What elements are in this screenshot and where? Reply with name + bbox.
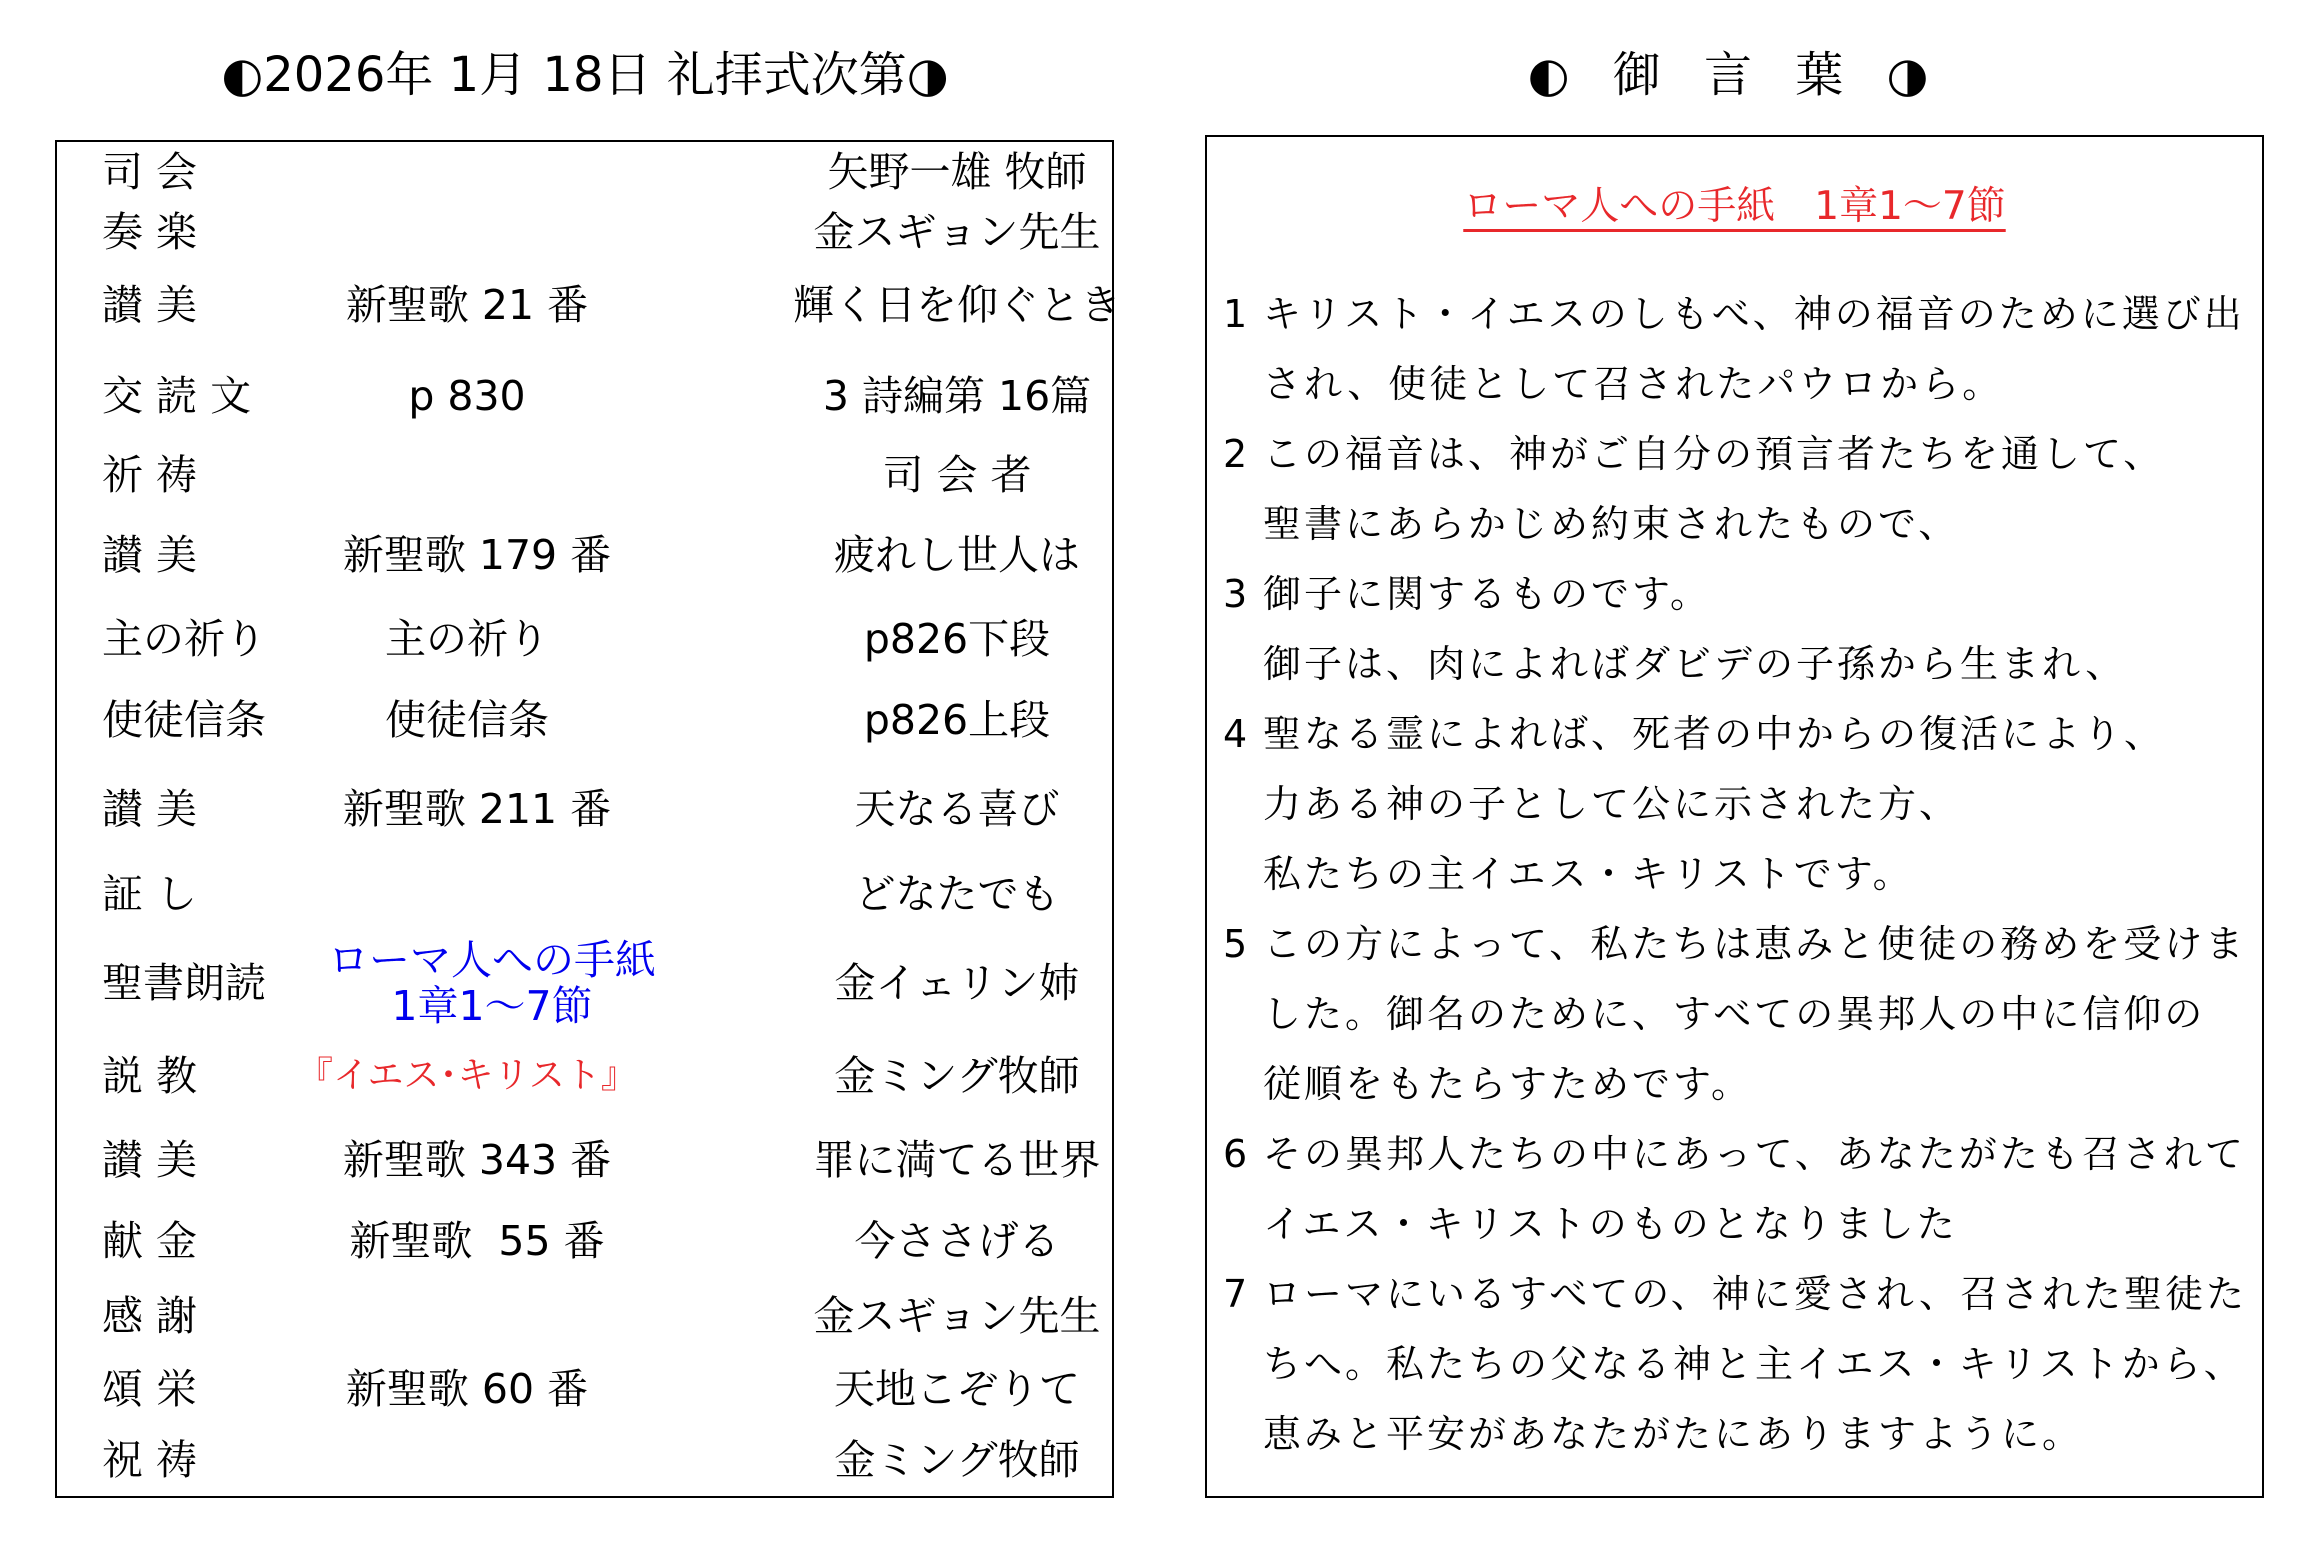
program-item: 使徒信条	[102, 696, 266, 744]
program-item: 証 し	[102, 870, 198, 918]
verse	[1223, 423, 2164, 478]
program-item: 交 読 文	[102, 372, 252, 420]
passage-title-wrap	[1207, 175, 2262, 231]
program-detail: 新聖歌 179 番	[342, 531, 612, 579]
program-item: 頌 栄	[102, 1365, 198, 1413]
program-item: 献 金	[102, 1217, 198, 1265]
program-detail	[297, 937, 687, 1029]
program-item: 奏 楽	[102, 208, 198, 256]
verse-line: 私たちの主イエス・キリストです。	[1263, 852, 1914, 896]
verse-number: 2	[1223, 432, 1251, 476]
program-person: 金スギョン先生	[813, 208, 1101, 256]
program-detail: 新聖歌 343 番	[342, 1136, 612, 1184]
program-item: 讃 美	[102, 1136, 198, 1184]
verse-number: 4	[1223, 712, 1251, 756]
verse-line: この方によって、私たちは恵みと使徒の務めを受けま	[1263, 922, 2247, 966]
verse-line: 恵みと平安があなたがたにありますように。	[1263, 1412, 2084, 1456]
verse-line: 力ある神の子として公に示された方、	[1263, 782, 1961, 826]
program-detail: 新聖歌 60 番	[345, 1365, 589, 1413]
verse-number: 6	[1223, 1132, 1251, 1176]
worship-program-table	[55, 140, 1121, 1498]
program-person: 今ささげる	[854, 1217, 1060, 1265]
program-person: 金ミング牧師	[834, 1052, 1080, 1100]
passage-title: ローマ人への手紙 1章1～7節	[1463, 184, 2006, 229]
program-item: 祈 祷	[102, 451, 198, 499]
verse-line: 従順をもたらすためです。	[1263, 1062, 1752, 1106]
program-detail: p 830	[408, 372, 526, 420]
program-person: 罪に満てる世界	[813, 1136, 1101, 1184]
program-person: 金ミング牧師	[834, 1436, 1080, 1484]
program-item: 讃 美	[102, 785, 198, 833]
program-item: 司 会	[102, 148, 198, 196]
scripture-reading-chapter: 1章1～7節	[391, 982, 593, 1030]
verse-line: この福音は、神がご自分の預言者たちを通して、	[1263, 432, 2165, 476]
verse-line: その異邦人たちの中にあって、あなたがたも召されて	[1263, 1132, 2246, 1176]
program-item: 聖書朗読	[102, 959, 266, 1007]
verse-line: 御子は、肉によればダビデの子孫から生まれ、	[1263, 642, 2127, 686]
verse-line: イエス・キリストのものとなりました	[1263, 1202, 1958, 1246]
program-person: 金スギョン先生	[813, 1292, 1101, 1340]
program-person: 3 詩編第 16篇	[822, 372, 1092, 420]
program-detail: 使徒信条	[385, 696, 549, 744]
program-detail: 新聖歌 55 番	[349, 1217, 605, 1265]
program-item: 説 教	[102, 1052, 198, 1100]
verse	[1223, 1123, 2246, 1178]
scripture-title: ◐ 御 言 葉 ◑	[1527, 47, 1943, 103]
program-title: ◐2026年 1月 18日 礼拝式次第◑	[221, 47, 949, 103]
verse	[1223, 283, 2245, 338]
verse-line: ちへ。私たちの父なる神と主イエス・キリストから、	[1263, 1342, 2245, 1386]
verse-number: 3	[1223, 572, 1251, 616]
program-item: 祝 祷	[102, 1436, 198, 1484]
program-detail: 主の祈り	[385, 615, 549, 663]
verse-line: 御子に関するものです。	[1263, 572, 1711, 616]
program-person: 金イェリン姉	[834, 959, 1080, 1007]
verse	[1223, 703, 2165, 758]
program-item: 主の祈り	[102, 615, 266, 663]
program-person: 輝く日を仰ぐとき	[793, 281, 1121, 329]
program-detail: 新聖歌 21 番	[345, 281, 589, 329]
verse-number: 1	[1223, 292, 1251, 336]
sermon-title: 『イエス･キリスト』	[297, 1055, 637, 1096]
verse	[1223, 563, 1711, 618]
verse-line: され、使徒として召されたパウロから。	[1263, 362, 2004, 406]
program-detail: 新聖歌 211 番	[342, 785, 612, 833]
program-item: 讃 美	[102, 281, 198, 329]
program-person: 疲れし世人は	[834, 531, 1080, 579]
verse-line: ローマにいるすべての、神に愛され、召された聖徒た	[1263, 1272, 2248, 1316]
program-person: 天地こぞりて	[834, 1365, 1080, 1413]
scripture-reading-book: ローマ人への手紙	[328, 936, 656, 984]
verse-number: 7	[1223, 1272, 1251, 1316]
program-item: 感 謝	[102, 1292, 198, 1340]
program-person: p826下段	[863, 615, 1051, 663]
verse	[1223, 913, 2246, 968]
program-person: 司 会 者	[882, 451, 1032, 499]
verse-line: キリスト・イエスのしもべ、神の福音のために選び出	[1263, 292, 2245, 336]
program-item: 讃 美	[102, 531, 198, 579]
program-person: 天なる喜び	[854, 785, 1060, 833]
verse-line: した。御名のために、すべての異邦人の中に信仰の	[1263, 992, 2206, 1036]
program-person: 矢野一雄 牧師	[827, 148, 1087, 196]
verse-number: 5	[1223, 922, 1251, 966]
scripture-box	[1205, 135, 2264, 1498]
program-person: どなたでも	[854, 870, 1060, 918]
verse-line: 聖なる霊によれば、死者の中からの復活により、	[1263, 712, 2166, 756]
verse	[1223, 1263, 2247, 1318]
program-person: p826上段	[863, 696, 1051, 744]
verse-line: 聖書にあらかじめ約束されたもので、	[1263, 502, 1960, 546]
